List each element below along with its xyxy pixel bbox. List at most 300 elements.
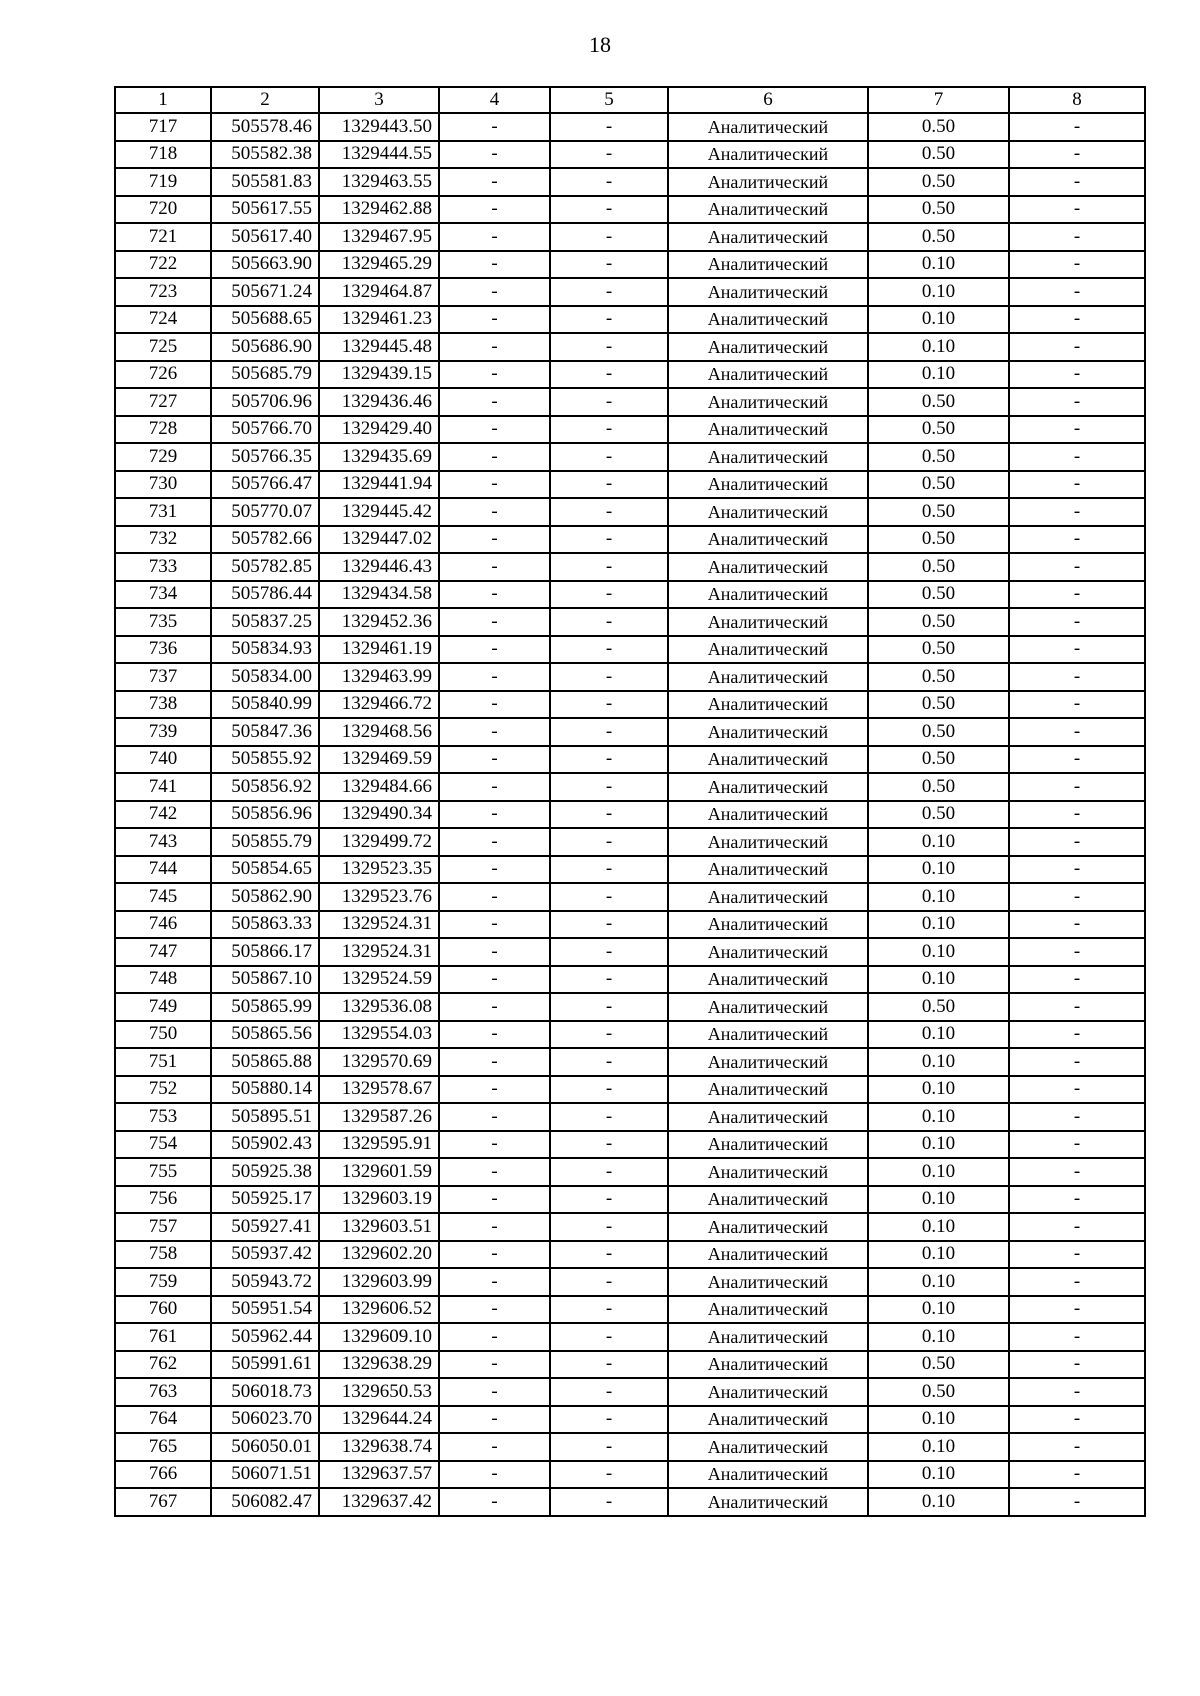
cell-col-4: - <box>439 361 550 389</box>
cell-col-5: - <box>550 966 668 994</box>
cell-method: Аналитический <box>668 498 868 526</box>
table-row <box>115 1076 1145 1104</box>
cell-coord-x: 505671.24 <box>211 278 319 306</box>
cell-point-number: 729 <box>115 443 211 471</box>
cell-method: Аналитический <box>668 608 868 636</box>
cell-method: Аналитический <box>668 388 868 416</box>
cell-col-4: - <box>439 498 550 526</box>
cell-col-4: - <box>439 1351 550 1379</box>
cell-point-number: 740 <box>115 746 211 774</box>
cell-method: Аналитический <box>668 1296 868 1324</box>
cell-point-number: 761 <box>115 1323 211 1351</box>
table-row <box>115 278 1145 306</box>
column-header-6: 6 <box>668 87 868 113</box>
cell-coord-x: 505685.79 <box>211 361 319 389</box>
cell-coord-y: 1329445.42 <box>319 498 439 526</box>
table-row <box>115 1406 1145 1434</box>
cell-method: Аналитический <box>668 883 868 911</box>
column-header-3: 3 <box>319 87 439 113</box>
cell-col-4: - <box>439 1186 550 1214</box>
cell-coord-y: 1329462.88 <box>319 196 439 224</box>
table-row <box>115 746 1145 774</box>
cell-point-number: 750 <box>115 1021 211 1049</box>
cell-col-5: - <box>550 581 668 609</box>
cell-col-8: - <box>1009 388 1145 416</box>
cell-col-5: - <box>550 828 668 856</box>
column-header-1: 1 <box>115 87 211 113</box>
table-row <box>115 553 1145 581</box>
cell-col-5: - <box>550 1048 668 1076</box>
column-header-7: 7 <box>868 87 1009 113</box>
cell-col-5: - <box>550 223 668 251</box>
cell-method: Аналитический <box>668 223 868 251</box>
cell-coord-y: 1329578.67 <box>319 1076 439 1104</box>
cell-col-5: - <box>550 1241 668 1269</box>
table-row <box>115 691 1145 719</box>
cell-col-5: - <box>550 1076 668 1104</box>
cell-coord-x: 505865.56 <box>211 1021 319 1049</box>
cell-point-number: 752 <box>115 1076 211 1104</box>
cell-col-8: - <box>1009 1103 1145 1131</box>
cell-col-4: - <box>439 388 550 416</box>
cell-point-number: 725 <box>115 333 211 361</box>
cell-coord-x: 505786.44 <box>211 581 319 609</box>
cell-coord-y: 1329524.59 <box>319 966 439 994</box>
cell-col-8: - <box>1009 333 1145 361</box>
cell-method: Аналитический <box>668 1378 868 1406</box>
cell-col-5: - <box>550 663 668 691</box>
cell-coord-y: 1329644.24 <box>319 1406 439 1434</box>
cell-point-number: 723 <box>115 278 211 306</box>
cell-coord-y: 1329523.76 <box>319 883 439 911</box>
cell-accuracy: 0.10 <box>868 1406 1009 1434</box>
cell-accuracy: 0.50 <box>868 223 1009 251</box>
cell-method: Аналитический <box>668 278 868 306</box>
cell-method: Аналитический <box>668 1351 868 1379</box>
cell-coord-x: 505925.38 <box>211 1158 319 1186</box>
cell-method: Аналитический <box>668 828 868 856</box>
cell-coord-x: 505686.90 <box>211 333 319 361</box>
table-row <box>115 1131 1145 1159</box>
cell-col-4: - <box>439 1048 550 1076</box>
cell-col-5: - <box>550 1186 668 1214</box>
cell-method: Аналитический <box>668 1103 868 1131</box>
cell-method: Аналитический <box>668 691 868 719</box>
cell-col-8: - <box>1009 553 1145 581</box>
cell-col-8: - <box>1009 718 1145 746</box>
cell-col-5: - <box>550 498 668 526</box>
cell-method: Аналитический <box>668 636 868 664</box>
cell-col-5: - <box>550 416 668 444</box>
cell-col-8: - <box>1009 911 1145 939</box>
cell-col-4: - <box>439 113 550 141</box>
cell-point-number: 748 <box>115 966 211 994</box>
cell-coord-y: 1329434.58 <box>319 581 439 609</box>
cell-col-4: - <box>439 471 550 499</box>
cell-accuracy: 0.10 <box>868 333 1009 361</box>
cell-method: Аналитический <box>668 1406 868 1434</box>
cell-col-8: - <box>1009 1076 1145 1104</box>
cell-coord-y: 1329465.29 <box>319 251 439 279</box>
cell-col-5: - <box>550 333 668 361</box>
cell-col-8: - <box>1009 1186 1145 1214</box>
cell-col-8: - <box>1009 828 1145 856</box>
table-row <box>115 1158 1145 1186</box>
cell-col-8: - <box>1009 1048 1145 1076</box>
cell-col-4: - <box>439 856 550 884</box>
cell-coord-y: 1329524.31 <box>319 911 439 939</box>
cell-point-number: 745 <box>115 883 211 911</box>
cell-accuracy: 0.10 <box>868 1296 1009 1324</box>
table-row <box>115 718 1145 746</box>
cell-coord-x: 505865.88 <box>211 1048 319 1076</box>
cell-coord-x: 505582.38 <box>211 141 319 169</box>
cell-coord-x: 505840.99 <box>211 691 319 719</box>
cell-col-4: - <box>439 1406 550 1434</box>
cell-coord-y: 1329603.51 <box>319 1213 439 1241</box>
cell-col-8: - <box>1009 993 1145 1021</box>
cell-col-4: - <box>439 608 550 636</box>
cell-method: Аналитический <box>668 416 868 444</box>
cell-coord-x: 505706.96 <box>211 388 319 416</box>
cell-col-5: - <box>550 1103 668 1131</box>
table-row <box>115 1241 1145 1269</box>
cell-coord-y: 1329601.59 <box>319 1158 439 1186</box>
cell-col-5: - <box>550 361 668 389</box>
cell-col-4: - <box>439 416 550 444</box>
cell-col-8: - <box>1009 1158 1145 1186</box>
cell-col-4: - <box>439 443 550 471</box>
cell-col-4: - <box>439 938 550 966</box>
table-row <box>115 581 1145 609</box>
cell-coord-x: 505937.42 <box>211 1241 319 1269</box>
cell-coord-y: 1329524.31 <box>319 938 439 966</box>
cell-col-4: - <box>439 251 550 279</box>
cell-coord-x: 505663.90 <box>211 251 319 279</box>
cell-col-5: - <box>550 1488 668 1516</box>
cell-accuracy: 0.50 <box>868 663 1009 691</box>
cell-col-4: - <box>439 1461 550 1489</box>
cell-point-number: 724 <box>115 306 211 334</box>
cell-method: Аналитический <box>668 196 868 224</box>
cell-coord-y: 1329602.20 <box>319 1241 439 1269</box>
cell-method: Аналитический <box>668 526 868 554</box>
cell-method: Аналитический <box>668 361 868 389</box>
cell-accuracy: 0.50 <box>868 1351 1009 1379</box>
cell-col-8: - <box>1009 306 1145 334</box>
cell-col-4: - <box>439 306 550 334</box>
cell-method: Аналитический <box>668 856 868 884</box>
cell-point-number: 767 <box>115 1488 211 1516</box>
cell-col-8: - <box>1009 443 1145 471</box>
cell-col-5: - <box>550 608 668 636</box>
cell-col-8: - <box>1009 1241 1145 1269</box>
cell-accuracy: 0.10 <box>868 1076 1009 1104</box>
cell-coord-y: 1329484.66 <box>319 773 439 801</box>
cell-col-5: - <box>550 553 668 581</box>
cell-coord-y: 1329536.08 <box>319 993 439 1021</box>
cell-point-number: 734 <box>115 581 211 609</box>
cell-coord-x: 505925.17 <box>211 1186 319 1214</box>
cell-col-4: - <box>439 1296 550 1324</box>
cell-accuracy: 0.50 <box>868 416 1009 444</box>
cell-point-number: 759 <box>115 1268 211 1296</box>
cell-coord-x: 505855.79 <box>211 828 319 856</box>
table-row <box>115 113 1145 141</box>
cell-col-8: - <box>1009 1433 1145 1461</box>
cell-col-4: - <box>439 141 550 169</box>
cell-coord-y: 1329523.35 <box>319 856 439 884</box>
table-row <box>115 1296 1145 1324</box>
cell-method: Аналитический <box>668 1323 868 1351</box>
cell-coord-x: 505862.90 <box>211 883 319 911</box>
cell-col-5: - <box>550 388 668 416</box>
cell-coord-y: 1329606.52 <box>319 1296 439 1324</box>
cell-point-number: 755 <box>115 1158 211 1186</box>
cell-method: Аналитический <box>668 251 868 279</box>
cell-accuracy: 0.50 <box>868 801 1009 829</box>
cell-point-number: 726 <box>115 361 211 389</box>
cell-accuracy: 0.50 <box>868 773 1009 801</box>
cell-point-number: 728 <box>115 416 211 444</box>
cell-coord-x: 505943.72 <box>211 1268 319 1296</box>
cell-method: Аналитический <box>668 168 868 196</box>
cell-col-8: - <box>1009 1378 1145 1406</box>
cell-col-4: - <box>439 1378 550 1406</box>
table-row <box>115 443 1145 471</box>
table-row <box>115 1268 1145 1296</box>
cell-coord-y: 1329467.95 <box>319 223 439 251</box>
cell-col-4: - <box>439 1158 550 1186</box>
table-row <box>115 196 1145 224</box>
cell-col-4: - <box>439 581 550 609</box>
table-row <box>115 361 1145 389</box>
table-row <box>115 1351 1145 1379</box>
cell-coord-x: 505581.83 <box>211 168 319 196</box>
cell-point-number: 738 <box>115 691 211 719</box>
cell-accuracy: 0.10 <box>868 911 1009 939</box>
cell-accuracy: 0.50 <box>868 168 1009 196</box>
table-row <box>115 1488 1145 1516</box>
cell-col-5: - <box>550 251 668 279</box>
cell-col-8: - <box>1009 1406 1145 1434</box>
cell-accuracy: 0.50 <box>868 691 1009 719</box>
cell-coord-x: 505837.25 <box>211 608 319 636</box>
cell-method: Аналитический <box>668 1241 868 1269</box>
cell-method: Аналитический <box>668 746 868 774</box>
cell-accuracy: 0.50 <box>868 498 1009 526</box>
cell-point-number: 739 <box>115 718 211 746</box>
cell-accuracy: 0.10 <box>868 278 1009 306</box>
cell-col-8: - <box>1009 278 1145 306</box>
cell-method: Аналитический <box>668 333 868 361</box>
cell-method: Аналитический <box>668 1076 868 1104</box>
cell-coord-x: 505865.99 <box>211 993 319 1021</box>
table-row <box>115 141 1145 169</box>
cell-col-8: - <box>1009 801 1145 829</box>
cell-col-5: - <box>550 1213 668 1241</box>
cell-col-4: - <box>439 1103 550 1131</box>
cell-accuracy: 0.10 <box>868 828 1009 856</box>
table-row <box>115 1461 1145 1489</box>
cell-coord-y: 1329595.91 <box>319 1131 439 1159</box>
table-row <box>115 938 1145 966</box>
cell-coord-y: 1329441.94 <box>319 471 439 499</box>
cell-col-8: - <box>1009 113 1145 141</box>
cell-col-8: - <box>1009 1488 1145 1516</box>
cell-col-4: - <box>439 333 550 361</box>
cell-col-8: - <box>1009 251 1145 279</box>
cell-col-4: - <box>439 691 550 719</box>
cell-col-4: - <box>439 828 550 856</box>
cell-accuracy: 0.50 <box>868 1378 1009 1406</box>
cell-coord-x: 505867.10 <box>211 966 319 994</box>
cell-accuracy: 0.10 <box>868 1048 1009 1076</box>
cell-coord-y: 1329603.19 <box>319 1186 439 1214</box>
cell-col-4: - <box>439 1268 550 1296</box>
table-row <box>115 1213 1145 1241</box>
cell-coord-y: 1329452.36 <box>319 608 439 636</box>
cell-col-8: - <box>1009 141 1145 169</box>
cell-point-number: 730 <box>115 471 211 499</box>
cell-col-8: - <box>1009 498 1145 526</box>
cell-coord-x: 505834.93 <box>211 636 319 664</box>
cell-col-5: - <box>550 718 668 746</box>
cell-point-number: 736 <box>115 636 211 664</box>
cell-method: Аналитический <box>668 1461 868 1489</box>
cell-coord-y: 1329435.69 <box>319 443 439 471</box>
table-row <box>115 1103 1145 1131</box>
cell-coord-y: 1329439.15 <box>319 361 439 389</box>
cell-point-number: 762 <box>115 1351 211 1379</box>
table-row <box>115 856 1145 884</box>
cell-method: Аналитический <box>668 306 868 334</box>
cell-accuracy: 0.50 <box>868 526 1009 554</box>
table-row <box>115 1021 1145 1049</box>
cell-accuracy: 0.10 <box>868 1323 1009 1351</box>
cell-coord-y: 1329468.56 <box>319 718 439 746</box>
cell-col-5: - <box>550 911 668 939</box>
table-row <box>115 416 1145 444</box>
cell-coord-y: 1329638.29 <box>319 1351 439 1379</box>
cell-coord-x: 505880.14 <box>211 1076 319 1104</box>
cell-col-8: - <box>1009 196 1145 224</box>
cell-col-4: - <box>439 746 550 774</box>
cell-accuracy: 0.10 <box>868 966 1009 994</box>
cell-coord-x: 506018.73 <box>211 1378 319 1406</box>
cell-accuracy: 0.50 <box>868 608 1009 636</box>
cell-col-5: - <box>550 141 668 169</box>
cell-col-8: - <box>1009 746 1145 774</box>
cell-col-5: - <box>550 471 668 499</box>
cell-point-number: 720 <box>115 196 211 224</box>
cell-point-number: 732 <box>115 526 211 554</box>
cell-accuracy: 0.10 <box>868 1021 1009 1049</box>
cell-coord-x: 505951.54 <box>211 1296 319 1324</box>
cell-point-number: 743 <box>115 828 211 856</box>
cell-coord-y: 1329638.74 <box>319 1433 439 1461</box>
table-row <box>115 223 1145 251</box>
cell-col-5: - <box>550 113 668 141</box>
cell-coord-y: 1329469.59 <box>319 746 439 774</box>
cell-coord-x: 505688.65 <box>211 306 319 334</box>
cell-point-number: 747 <box>115 938 211 966</box>
cell-col-4: - <box>439 553 550 581</box>
cell-coord-y: 1329444.55 <box>319 141 439 169</box>
cell-coord-x: 505770.07 <box>211 498 319 526</box>
table-row <box>115 773 1145 801</box>
cell-accuracy: 0.10 <box>868 1213 1009 1241</box>
cell-method: Аналитический <box>668 471 868 499</box>
cell-coord-y: 1329461.19 <box>319 636 439 664</box>
cell-coord-y: 1329463.55 <box>319 168 439 196</box>
cell-point-number: 742 <box>115 801 211 829</box>
cell-col-5: - <box>550 168 668 196</box>
cell-point-number: 766 <box>115 1461 211 1489</box>
cell-coord-x: 505856.96 <box>211 801 319 829</box>
cell-point-number: 741 <box>115 773 211 801</box>
cell-coord-x: 505902.43 <box>211 1131 319 1159</box>
cell-accuracy: 0.10 <box>868 856 1009 884</box>
cell-accuracy: 0.10 <box>868 1103 1009 1131</box>
cell-col-4: - <box>439 1213 550 1241</box>
cell-col-4: - <box>439 1076 550 1104</box>
cell-accuracy: 0.50 <box>868 553 1009 581</box>
cell-accuracy: 0.50 <box>868 636 1009 664</box>
cell-point-number: 753 <box>115 1103 211 1131</box>
cell-coord-x: 505782.66 <box>211 526 319 554</box>
cell-col-5: - <box>550 1296 668 1324</box>
table-row <box>115 608 1145 636</box>
table-row <box>115 251 1145 279</box>
cell-point-number: 763 <box>115 1378 211 1406</box>
cell-coord-x: 505866.17 <box>211 938 319 966</box>
cell-col-4: - <box>439 1131 550 1159</box>
cell-col-8: - <box>1009 856 1145 884</box>
cell-coord-y: 1329490.34 <box>319 801 439 829</box>
cell-col-8: - <box>1009 1268 1145 1296</box>
cell-method: Аналитический <box>668 938 868 966</box>
cell-col-5: - <box>550 1461 668 1489</box>
table-row <box>115 828 1145 856</box>
table-row <box>115 663 1145 691</box>
cell-coord-x: 506023.70 <box>211 1406 319 1434</box>
cell-accuracy: 0.10 <box>868 361 1009 389</box>
cell-method: Аналитический <box>668 1048 868 1076</box>
cell-col-8: - <box>1009 361 1145 389</box>
cell-point-number: 758 <box>115 1241 211 1269</box>
cell-coord-y: 1329445.48 <box>319 333 439 361</box>
cell-method: Аналитический <box>668 1158 868 1186</box>
table-row <box>115 471 1145 499</box>
table-row <box>115 388 1145 416</box>
cell-col-4: - <box>439 911 550 939</box>
cell-coord-x: 506050.01 <box>211 1433 319 1461</box>
cell-accuracy: 0.10 <box>868 306 1009 334</box>
cell-point-number: 756 <box>115 1186 211 1214</box>
cell-accuracy: 0.50 <box>868 471 1009 499</box>
cell-col-8: - <box>1009 691 1145 719</box>
table-row <box>115 911 1145 939</box>
cell-coord-x: 505962.44 <box>211 1323 319 1351</box>
cell-col-5: - <box>550 1323 668 1351</box>
cell-col-4: - <box>439 636 550 664</box>
cell-col-5: - <box>550 691 668 719</box>
cell-point-number: 757 <box>115 1213 211 1241</box>
cell-coord-y: 1329637.42 <box>319 1488 439 1516</box>
cell-col-5: - <box>550 1433 668 1461</box>
cell-col-8: - <box>1009 1351 1145 1379</box>
